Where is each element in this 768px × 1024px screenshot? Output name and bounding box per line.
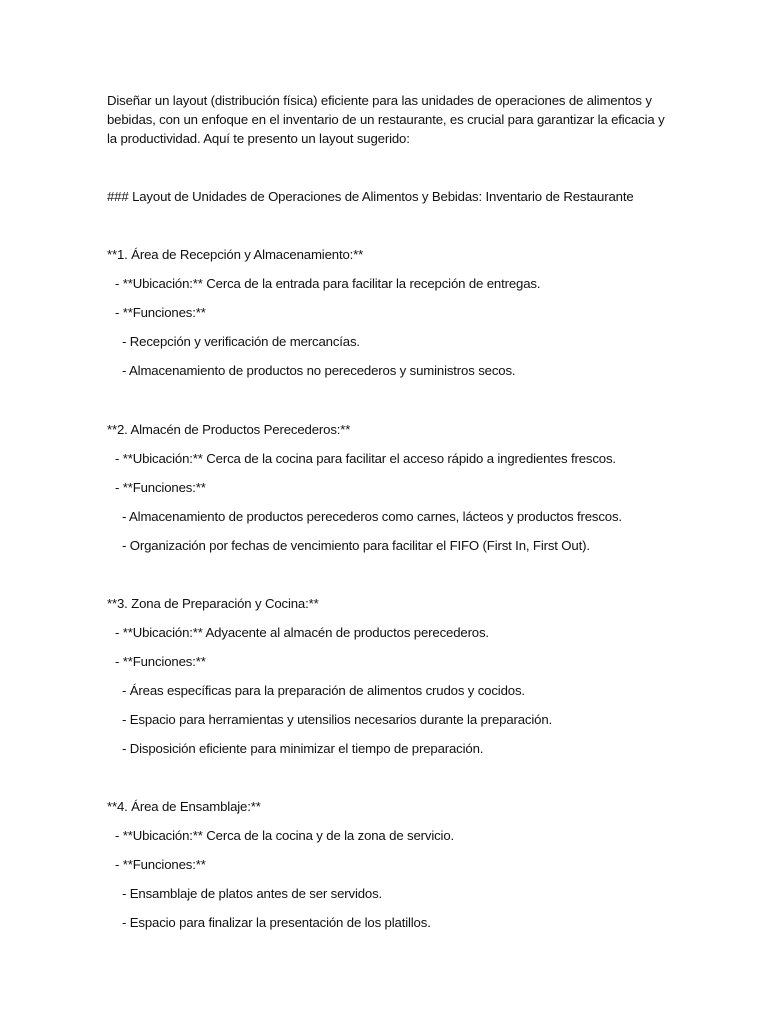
section-functions-label: - **Funciones:** xyxy=(115,654,206,669)
intro-line: Diseñar un layout (distribución física) eficiente para las unidades de operaciones de alimentos y xyxy=(107,93,652,108)
document-heading: ### Layout de Unidades de Operaciones de Alimentos y Bebidas: Inventario de Restaurante xyxy=(107,189,634,204)
function-item: - Áreas específicas para la preparación de alimentos crudos y cocidos. xyxy=(122,683,525,698)
section-functions-label: - **Funciones:** xyxy=(115,857,206,872)
function-item: - Organización por fechas de vencimiento para facilitar el FIFO (First In, First Out). xyxy=(122,538,590,553)
function-item: - Almacenamiento de productos no perecederos y suministros secos. xyxy=(122,363,516,378)
section-functions-label: - **Funciones:** xyxy=(115,480,206,495)
section-location: - **Ubicación:** Cerca de la cocina y de la zona de servicio. xyxy=(115,828,455,843)
section-title: **3. Zona de Preparación y Cocina:** xyxy=(107,596,319,611)
section-location: - **Ubicación:** Cerca de la cocina para facilitar el acceso rápido a ingredientes frescos. xyxy=(115,451,616,466)
function-item: - Espacio para finalizar la presentación de los platillos. xyxy=(122,915,431,930)
function-item: - Almacenamiento de productos perecederos como carnes, lácteos y productos frescos. xyxy=(122,509,622,524)
intro-line: la productividad. Aquí te presento un layout sugerido: xyxy=(107,131,410,146)
function-item: - Disposición eficiente para minimizar el tiempo de preparación. xyxy=(122,741,484,756)
section-title: **4. Área de Ensamblaje:** xyxy=(107,799,261,814)
section-functions-label: - **Funciones:** xyxy=(115,305,206,320)
function-item: - Espacio para herramientas y utensilios necesarios durante la preparación. xyxy=(122,712,553,727)
section-location: - **Ubicación:** Cerca de la entrada para facilitar la recepción de entregas. xyxy=(115,276,541,291)
section-title: **2. Almacén de Productos Perecederos:** xyxy=(107,422,351,437)
section-location: - **Ubicación:** Adyacente al almacén de productos perecederos. xyxy=(115,625,489,640)
section-title: **1. Área de Recepción y Almacenamiento:** xyxy=(107,247,364,262)
intro-line: bebidas, con un enfoque en el inventario de un restaurante, es crucial para garantizar la eficacia y xyxy=(107,112,665,127)
function-item: - Ensamblaje de platos antes de ser servidos. xyxy=(122,886,383,901)
function-item: - Recepción y verificación de mercancías. xyxy=(122,334,360,349)
